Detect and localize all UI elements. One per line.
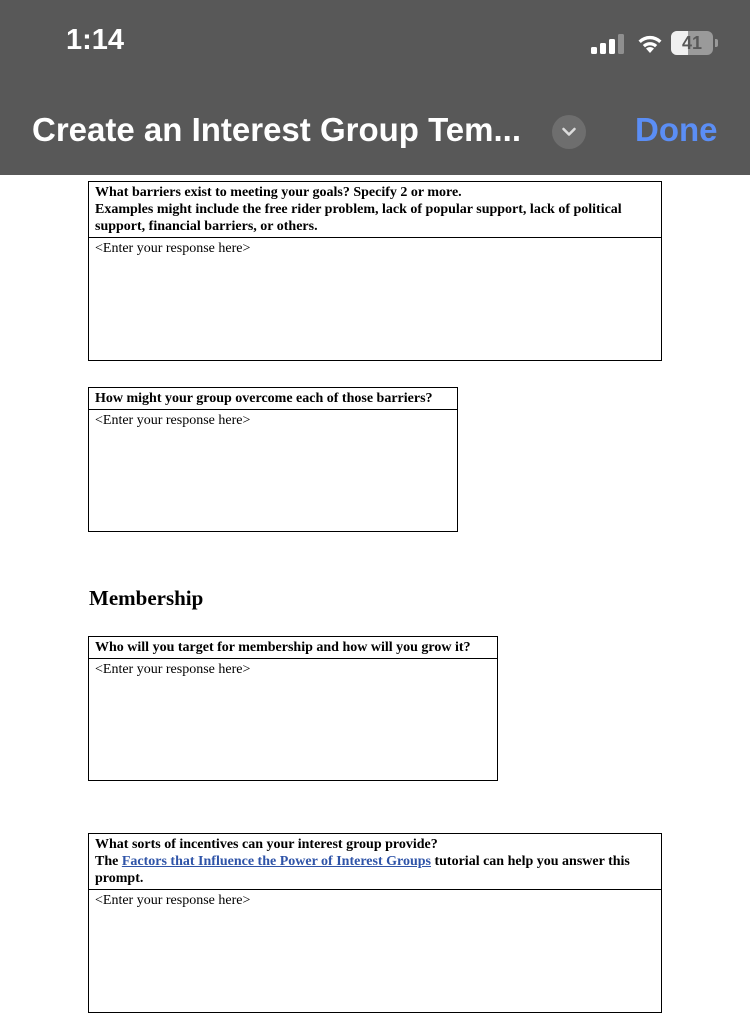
cellular-signal-icon xyxy=(591,34,627,54)
membership-heading: Membership xyxy=(89,586,204,610)
incentives-prefix: The xyxy=(95,854,122,869)
incentives-suffix: tutorial can help you answer this prompt. xyxy=(95,854,630,886)
barriers-question-line1: What barriers exist to meeting your goals? Specify 2 or more. xyxy=(95,185,462,200)
top-bar xyxy=(0,0,750,175)
overcome-table xyxy=(88,387,458,532)
membership-table xyxy=(88,636,498,781)
membership-response-field[interactable]: <Enter your response here> xyxy=(95,662,251,677)
document-title: Create an Interest Group Tem... xyxy=(32,111,522,148)
overcome-question: How might your group overcome each of those barriers? xyxy=(89,388,457,410)
document-page xyxy=(0,175,750,1032)
chevron-down-icon xyxy=(552,115,586,149)
battery-icon xyxy=(671,31,719,55)
status-time: 1:14 xyxy=(66,24,125,56)
barriers-response-field[interactable]: <Enter your response here> xyxy=(95,241,251,256)
barriers-question-line2: Examples might include the free rider problem, lack of popular support, lack of political support, financial barriers, or others. xyxy=(95,202,622,234)
tutorial-link[interactable]: Factors that Influence the Power of Interest Groups xyxy=(121,854,431,869)
done-button[interactable]: Done xyxy=(635,111,718,148)
membership-question: Who will you target for membership and how will you grow it? xyxy=(89,637,497,659)
incentives-question-line1: What sorts of incentives can your interest group provide? xyxy=(95,837,438,852)
title-menu-button[interactable] xyxy=(552,115,586,149)
wifi-icon xyxy=(635,31,665,55)
battery-percentage: 41 xyxy=(681,33,703,53)
incentives-question xyxy=(89,834,661,890)
barriers-question xyxy=(89,182,661,238)
incentives-response-field[interactable]: <Enter your response here> xyxy=(95,893,251,908)
barriers-table xyxy=(88,181,662,361)
incentives-table xyxy=(88,833,662,1013)
incentives-question-line2 xyxy=(95,853,655,887)
overcome-response-field[interactable]: <Enter your response here> xyxy=(95,413,251,428)
